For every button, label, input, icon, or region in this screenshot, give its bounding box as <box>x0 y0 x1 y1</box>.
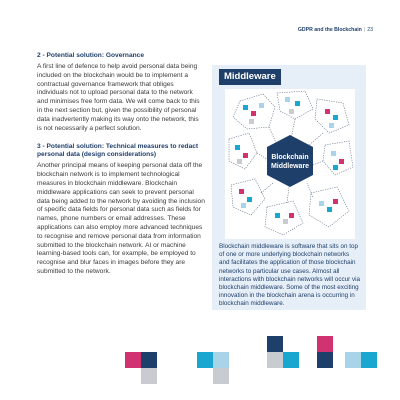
deco-block <box>213 352 229 368</box>
page-number: 23 <box>367 27 373 33</box>
section-3-body: Another principal means of keeping personal data off the blockchain network is to implement technological measures in blockchain middleware. Blockchain middleware applications can seek to prevent personal data being added to the network by avoiding the inclusion of specific data fields for personal data such as fields for names, phone numbers or email addresses. These applications can also employ more advanced techniques to recognise and remove personal data from information submitted to the blockchain network. AI or machine learning-based tools can, for example, be employed to recognise and blur faces in images before they are submitted to the network. <box>37 162 205 275</box>
section-2-body: A first line of defence to help avoid personal data being included on the blockchain would be to implement a contractual governance framework that obliges individuals not to upload personal data to the network and minimises free form data. We will come back to this in the next section but, given the possibility of personal data inadvertently making its way onto the network, this is not necessarily a perfect solution. <box>37 63 200 132</box>
deco-block <box>213 368 229 384</box>
deco-block <box>283 352 299 368</box>
hub-label-line2: Middleware <box>270 163 310 170</box>
middleware-diagram-graphic <box>225 89 355 239</box>
main-text-column <box>37 52 205 287</box>
deco-block <box>141 368 157 384</box>
middleware-diagram <box>225 89 355 239</box>
section-2-title: 2 - Potential solution: Governance <box>37 52 144 59</box>
middleware-panel <box>212 65 366 310</box>
panel-title: Middleware <box>219 69 281 85</box>
section-3-title: 3 - Potential solution: Technical measures to redact personal data (design considerations) <box>37 143 199 159</box>
deco-block <box>197 352 213 368</box>
deco-block <box>345 352 361 368</box>
deco-block <box>317 352 333 368</box>
hub-label-line1: Blockchain <box>271 154 309 161</box>
deco-block <box>267 352 283 368</box>
deco-block <box>267 336 283 352</box>
panel-description: Blockchain middleware is software that sits on top of one or more underlying blockchain networks and facilitates the application of those blockchain networks to particular use cases. Almost all interactions with blockchain networks will occur via blockchain middleware. Some of the most exciting innovation in the blockchain arena is occurring in blockchain middleware. <box>219 243 361 308</box>
header-title: GDPR and the Blockchain <box>297 27 362 33</box>
deco-block <box>125 352 141 368</box>
header-divider: | <box>363 27 366 33</box>
deco-block <box>361 352 377 368</box>
page-header <box>298 27 373 33</box>
deco-block <box>317 336 333 352</box>
deco-block <box>141 352 157 368</box>
hexagon-hub-icon <box>267 135 313 187</box>
